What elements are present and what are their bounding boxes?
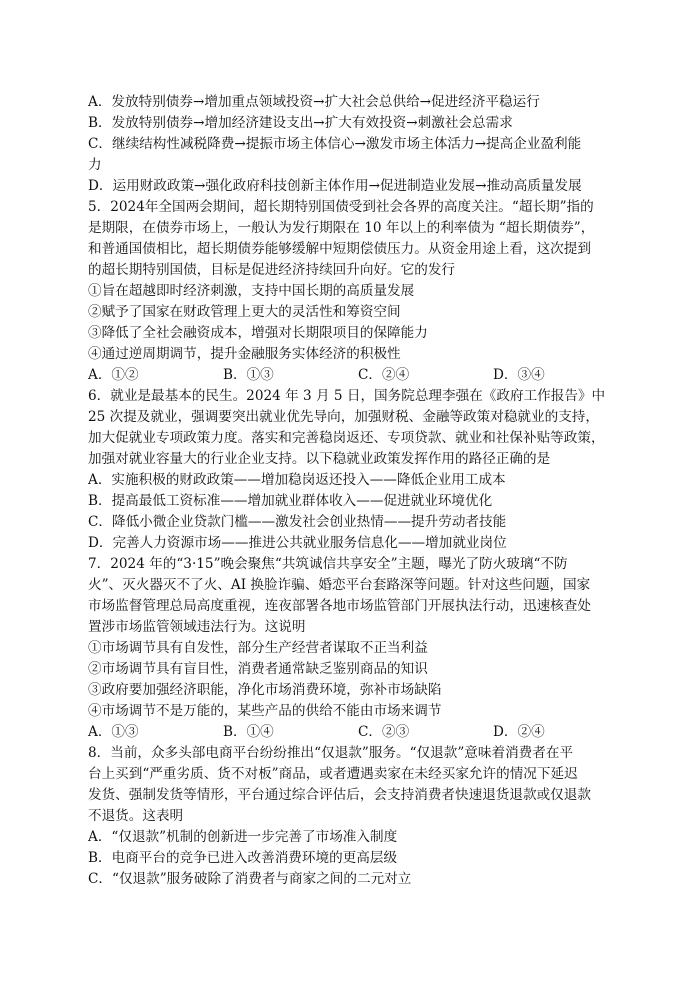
q5-choice-a: A．①② (88, 367, 139, 383)
q6-option-a: A．实施积极的财政政策——增加稳岗返还投入——降低企业用工成本 (88, 472, 506, 488)
q6-stem-line: 25 次提及就业，强调要突出就业优先导向，加强财税、金融等政策对稳就业的支持， (88, 409, 599, 425)
question-7 (88, 554, 635, 743)
q7-item-3: ③政府要加强经济职能，净化市场消费环境，弥补市场缺陷 (88, 682, 442, 698)
q4-option-b: B．发放特别债券→增加经济建设支出→扩大有效投资→刺激社会总需求 (88, 115, 513, 131)
q5-stem-line: 的超长期特别国债，目标是促进经济持续回升向好。它的发行 (88, 262, 456, 278)
q7-choice-c: C．②③ (358, 724, 410, 740)
q7-item-2: ②市场调节具有盲目性，消费者通常缺乏鉴别商品的知识 (88, 661, 428, 677)
q8-stem-line: 不退货。这表明 (88, 808, 184, 824)
q4-option-a: A．发放特别债券→增加重点领域投资→扩大社会总供给→促进经济平稳运行 (88, 94, 540, 110)
q6-stem-line: 加大促就业专项政策力度。落实和完善稳岗返还、专项贷款、就业和社保补贴等政策， (88, 430, 605, 446)
q7-item-4: ④市场调节不是万能的，某些产品的供给不能由市场来调节 (88, 703, 442, 719)
q7-choices (88, 722, 635, 743)
q4-option-c: C．继续结构性减税降费→提振市场主体信心→激发市场主体活力→提高企业盈利能 (88, 136, 582, 152)
q5-item-3: ③降低了全社会融资成本，增强对长期限项目的保障能力 (88, 325, 428, 341)
q7-stem-line: 火”、灭火器灭不了火、AI 换脸诈骗、婚恋平台套路深等问题。针对这些问题，国家 (88, 577, 591, 593)
q8-stem-line: 8．当前，众多头部电商平台纷纷推出“仅退款”服务。“仅退款”意味着消费者在平 (88, 745, 574, 761)
q5-choice-b: B．①③ (223, 367, 274, 383)
q5-item-2: ②赋予了国家在财政管理上更大的灵活性和筹资空间 (88, 304, 401, 320)
question-4-options (88, 92, 635, 197)
q5-choice-c: C．②④ (358, 367, 410, 383)
question-5 (88, 197, 635, 386)
q6-option-c: C．降低小微企业贷款门槛——激发社会创业热情——提升劳动者技能 (88, 514, 507, 530)
q8-option-b: B．电商平台的竞争已进入改善消费环境的更高层级 (88, 850, 398, 866)
q8-option-c: C．“仅退款”服务破除了消费者与商家之间的二元对立 (88, 871, 412, 887)
q6-option-d: D．完善人力资源市场——推进公共就业服务信息化——增加就业岗位 (88, 535, 507, 551)
q6-stem-line: 加强对就业容量大的行业企业支持。以下稳就业政策发挥作用的路径正确的是 (88, 451, 551, 467)
q7-stem-line: 置涉市场监管领域违法行为。这说明 (88, 619, 306, 635)
q4-option-c-continued: 力 (88, 157, 102, 173)
q8-stem-line: 台上买到“严重劣质、货不对板”商品，或者遭遇卖家在未经买家允许的情况下延迟 (88, 766, 578, 782)
q5-stem-line: 5．2024年全国两会期间，超长期特别国债受到社会各界的高度关注。“超长期”指的 (88, 199, 594, 215)
question-8 (88, 743, 635, 890)
q5-stem-line: 和普通国债相比，超长期债券能够缓解中短期偿债压力。从资金用途上看，这次提到 (88, 241, 591, 257)
q6-option-b: B．提高最低工资标准——增加就业群体收入——促进就业环境优化 (88, 493, 493, 509)
q5-item-4: ④通过逆周期调节，提升金融服务实体经济的积极性 (88, 346, 401, 362)
q5-stem-line: 是期限，在债券市场上，一般认为发行期限在 10 年以上的利率债为 “超长期债券”， (88, 220, 595, 236)
q5-choices (88, 365, 635, 386)
q7-item-1: ①市场调节具有自发性，部分生产经营者谋取不正当利益 (88, 640, 428, 656)
q7-choice-a: A．①③ (88, 724, 139, 740)
q5-choice-d: D．③④ (493, 367, 545, 383)
q6-stem-line: 6．就业是最基本的民生。2024 年 3 月 5 日，国务院总理李强在《政府工作报告》中 (88, 388, 606, 404)
q7-choice-b: B．①④ (223, 724, 274, 740)
q7-choice-d: D．②④ (493, 724, 545, 740)
q5-item-1: ①旨在超越即时经济刺激，支持中国长期的高质量发展 (88, 283, 415, 299)
q4-option-d: D．运用财政政策→强化政府科技创新主体作用→促进制造业发展→推动高质量发展 (88, 178, 582, 194)
q7-stem-line: 7．2024 年的“3·15”晚会聚焦“共筑诚信共享安全”主题，曝光了防火玻璃“不防 (88, 556, 568, 572)
q7-stem-line: 市场监督管理总局高度重视，连夜部署各地市场监管部门开展执法行动，迅速核查处 (88, 598, 591, 614)
q8-stem-line: 发货、强制发货等情形，平台通过综合评估后，会支持消费者快速退货退款或仅退款 (88, 787, 591, 803)
q8-option-a: A．“仅退款”机制的创新进一步完善了市场准入制度 (88, 829, 398, 845)
question-6 (88, 386, 635, 554)
